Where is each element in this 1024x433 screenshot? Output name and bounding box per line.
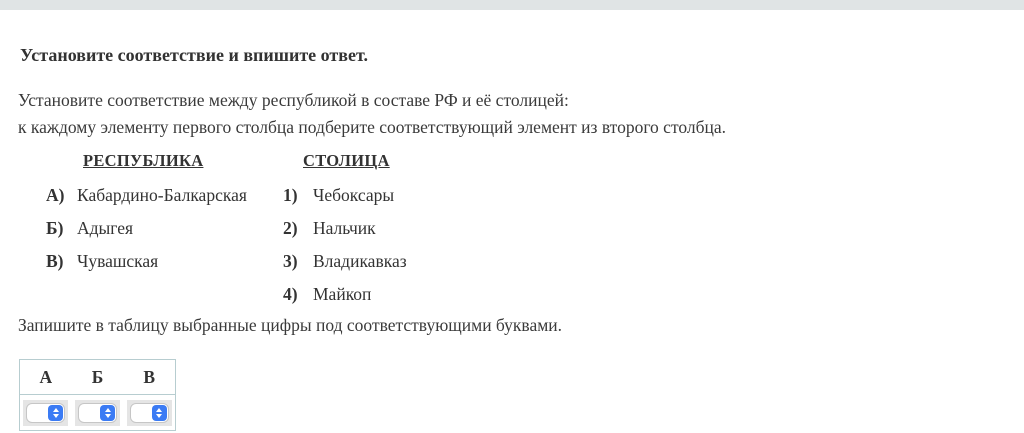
right-item-label: 3) <box>283 251 298 271</box>
answer-table-header-row <box>20 360 175 395</box>
capital-column-header: СТОЛИЦА <box>303 151 390 170</box>
question-title: Установите соответствие и впишите ответ. <box>20 45 368 65</box>
right-item-text: Чебоксары <box>313 185 395 205</box>
instruction-line-1: Установите соответствие между республикой в составе РФ и её столицей: <box>18 90 569 110</box>
select-stepper-icon <box>152 405 167 421</box>
right-item-text: Владикавказ <box>313 251 407 271</box>
right-item-label: 1) <box>283 185 298 205</box>
answer-note: Запишите в таблицу выбранные цифры под соответствующими буквами. <box>18 315 563 335</box>
chevron-up-icon <box>156 408 162 412</box>
right-item-label: 2) <box>283 218 298 238</box>
answer-select-a-backdrop <box>23 400 68 426</box>
right-item-label: 4) <box>283 284 298 304</box>
match-row <box>18 179 1006 212</box>
match-row <box>18 245 1006 278</box>
answer-header-v: В <box>143 366 156 387</box>
republic-column-header: РЕСПУБЛИКА <box>83 151 204 170</box>
right-item-text: Нальчик <box>313 218 376 238</box>
answer-cell-b <box>72 395 124 430</box>
left-item-text: Чувашская <box>77 251 159 271</box>
answer-cell-a <box>20 395 72 430</box>
left-item-text: Адыгея <box>77 218 134 238</box>
question-instruction <box>18 87 1006 141</box>
answer-select-v-backdrop <box>127 400 172 426</box>
left-item-label: В) <box>46 251 64 271</box>
answer-table <box>19 359 176 431</box>
match-rows <box>18 179 1006 311</box>
left-item-label: Б) <box>46 218 64 238</box>
answer-select-v[interactable] <box>130 403 169 423</box>
instruction-line-2: к каждому элементу первого столбца подберите соответствующий элемент из второго столбца. <box>18 117 727 137</box>
answer-select-b[interactable] <box>78 403 117 423</box>
select-stepper-icon <box>100 405 115 421</box>
answer-header-a: А <box>39 366 53 387</box>
chevron-down-icon <box>53 414 59 418</box>
chevron-down-icon <box>156 414 162 418</box>
answer-select-a[interactable] <box>26 403 65 423</box>
chevron-up-icon <box>105 408 111 412</box>
left-item-label: А) <box>46 185 65 205</box>
answer-cell-v <box>123 395 175 430</box>
chevron-up-icon <box>53 408 59 412</box>
answer-header-b: Б <box>91 366 104 387</box>
left-item-text: Кабардино-Балкарская <box>77 185 247 205</box>
question-content <box>0 10 1024 431</box>
select-stepper-icon <box>48 405 63 421</box>
top-divider-bar <box>0 0 1024 10</box>
match-row <box>18 278 1006 311</box>
answer-select-b-backdrop <box>75 400 120 426</box>
match-column-headers <box>18 151 1006 171</box>
match-row <box>18 212 1006 245</box>
right-item-text: Майкоп <box>313 284 372 304</box>
chevron-down-icon <box>105 414 111 418</box>
answer-table-body-row <box>20 395 175 430</box>
